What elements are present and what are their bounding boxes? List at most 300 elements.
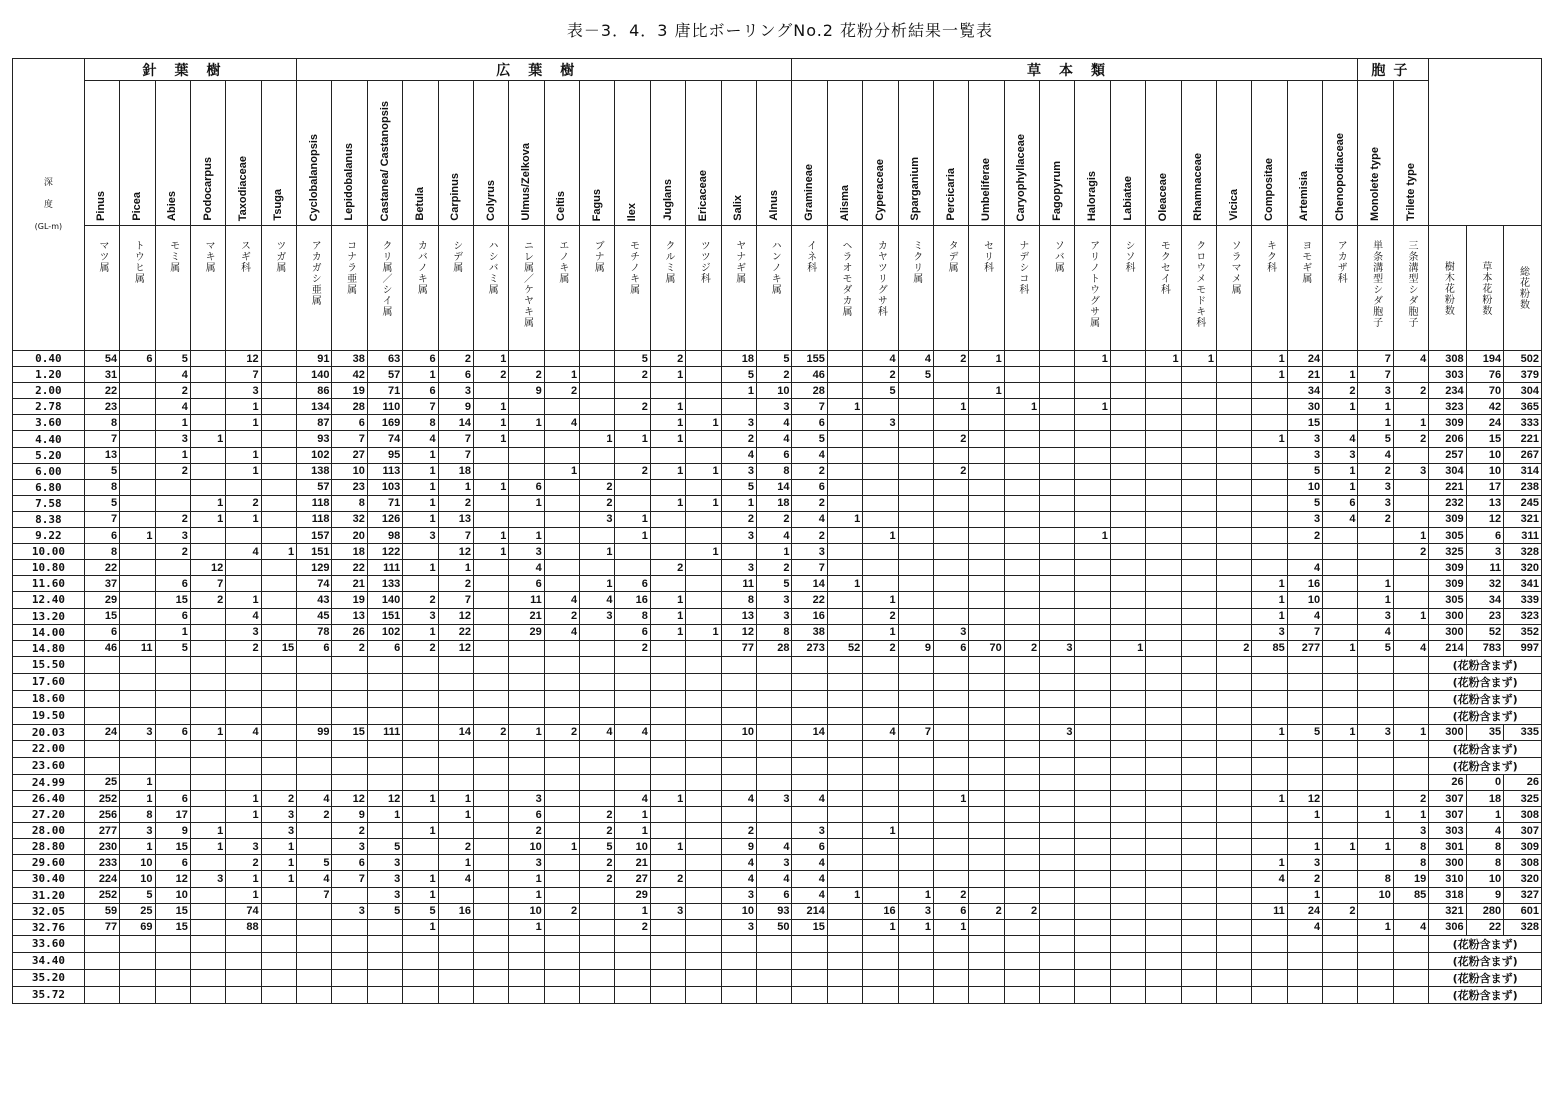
count-cell: 4 bbox=[155, 367, 190, 383]
depth-cell: 33.60 bbox=[13, 935, 85, 952]
total-cell: 10 bbox=[1466, 463, 1503, 479]
count-cell: 5 bbox=[721, 367, 756, 383]
count-cell bbox=[1075, 790, 1110, 806]
total-cell: 8 bbox=[1466, 855, 1503, 871]
count-cell bbox=[650, 673, 685, 690]
count-cell: 1 bbox=[473, 351, 508, 367]
count-cell bbox=[1075, 690, 1110, 707]
total-cell: 304 bbox=[1504, 383, 1542, 399]
count-cell bbox=[473, 986, 508, 1003]
total-cell: 379 bbox=[1504, 367, 1542, 383]
count-cell bbox=[1216, 560, 1251, 576]
count-cell: 6 bbox=[155, 576, 190, 592]
count-cell bbox=[1004, 576, 1039, 592]
count-cell bbox=[686, 823, 721, 839]
table-row bbox=[13, 399, 1542, 415]
count-cell bbox=[898, 774, 933, 790]
count-cell: 2 bbox=[190, 592, 225, 608]
count-cell: 1 bbox=[261, 839, 296, 855]
count-cell: 93 bbox=[756, 903, 791, 919]
count-cell: 1 bbox=[686, 463, 721, 479]
count-cell bbox=[1040, 608, 1075, 624]
count-cell bbox=[1075, 740, 1110, 757]
taxon-jp: シデ属 bbox=[450, 240, 462, 273]
count-cell bbox=[1323, 576, 1358, 592]
count-cell bbox=[969, 986, 1004, 1003]
count-cell bbox=[1216, 774, 1251, 790]
count-cell bbox=[1040, 690, 1075, 707]
count-cell bbox=[863, 656, 898, 673]
count-cell bbox=[969, 399, 1004, 415]
count-cell: 2 bbox=[544, 903, 579, 919]
count-cell: 1 bbox=[509, 919, 544, 935]
count-cell bbox=[261, 367, 296, 383]
count-cell bbox=[1075, 576, 1110, 592]
taxon-jp: ツガ属 bbox=[273, 240, 285, 273]
count-cell bbox=[898, 560, 933, 576]
count-cell bbox=[580, 935, 615, 952]
count-cell bbox=[898, 690, 933, 707]
count-cell bbox=[544, 986, 579, 1003]
count-cell bbox=[367, 986, 402, 1003]
count-cell bbox=[615, 447, 650, 463]
count-cell bbox=[650, 986, 685, 1003]
count-cell: 57 bbox=[367, 367, 402, 383]
count-cell: 15 bbox=[155, 919, 190, 935]
count-cell bbox=[1323, 673, 1358, 690]
count-cell bbox=[1216, 383, 1251, 399]
count-cell: 3 bbox=[509, 544, 544, 560]
taxon-latin: Ilex bbox=[626, 202, 639, 221]
count-cell: 4 bbox=[1358, 624, 1393, 640]
taxon-jp: シソ科 bbox=[1123, 240, 1135, 273]
count-cell bbox=[863, 511, 898, 527]
taxon-latin-header bbox=[261, 81, 296, 226]
count-cell: 2 bbox=[580, 807, 615, 823]
count-cell: 2 bbox=[969, 903, 1004, 919]
count-cell bbox=[863, 399, 898, 415]
count-cell bbox=[863, 774, 898, 790]
count-cell bbox=[686, 592, 721, 608]
count-cell bbox=[1004, 656, 1039, 673]
count-cell bbox=[863, 447, 898, 463]
taxon-jp-header bbox=[792, 226, 827, 351]
count-cell bbox=[155, 656, 190, 673]
count-cell bbox=[898, 383, 933, 399]
count-cell bbox=[403, 986, 438, 1003]
count-cell bbox=[1146, 640, 1181, 656]
count-cell bbox=[261, 447, 296, 463]
table-row bbox=[13, 495, 1542, 511]
count-cell: 4 bbox=[756, 431, 791, 447]
count-cell: 1 bbox=[863, 919, 898, 935]
taxon-latin: Caryophyllaceae bbox=[1015, 133, 1028, 221]
count-cell bbox=[1216, 839, 1251, 855]
count-cell bbox=[1110, 383, 1145, 399]
count-cell: 3 bbox=[226, 383, 261, 399]
count-cell: 3 bbox=[261, 807, 296, 823]
count-cell: 59 bbox=[84, 903, 119, 919]
count-cell bbox=[1287, 986, 1322, 1003]
count-cell bbox=[367, 774, 402, 790]
total-cell: 13 bbox=[1466, 495, 1503, 511]
count-cell bbox=[1181, 903, 1216, 919]
count-cell bbox=[1146, 511, 1181, 527]
count-cell: 1 bbox=[544, 839, 579, 855]
count-cell: 7 bbox=[226, 367, 261, 383]
count-cell bbox=[226, 935, 261, 952]
count-cell: 5 bbox=[120, 887, 155, 903]
table-row bbox=[13, 608, 1542, 624]
total-cell: 333 bbox=[1504, 415, 1542, 431]
total-cell: 335 bbox=[1504, 724, 1542, 740]
count-cell bbox=[686, 608, 721, 624]
count-cell bbox=[898, 935, 933, 952]
taxon-jp: カヤツリグサ科 bbox=[875, 240, 887, 317]
count-cell: 3 bbox=[721, 528, 756, 544]
taxon-latin-header bbox=[580, 81, 615, 226]
count-cell bbox=[898, 986, 933, 1003]
count-cell bbox=[933, 740, 968, 757]
count-cell: 2 bbox=[1323, 383, 1358, 399]
count-cell bbox=[1040, 463, 1075, 479]
count-cell: 9 bbox=[155, 823, 190, 839]
taxon-jp: エノキ属 bbox=[556, 240, 568, 284]
taxon-jp-header bbox=[155, 226, 190, 351]
count-cell: 4 bbox=[403, 431, 438, 447]
depth-header-unit: (GL-m) bbox=[34, 221, 63, 231]
count-cell: 57 bbox=[297, 479, 332, 495]
count-cell: 91 bbox=[297, 351, 332, 367]
count-cell bbox=[544, 871, 579, 887]
count-cell: 15 bbox=[155, 592, 190, 608]
count-cell bbox=[509, 511, 544, 527]
count-cell: 2 bbox=[332, 640, 367, 656]
count-cell bbox=[1075, 887, 1110, 903]
count-cell bbox=[1110, 724, 1145, 740]
count-cell bbox=[1075, 839, 1110, 855]
count-cell bbox=[120, 560, 155, 576]
count-cell bbox=[1181, 399, 1216, 415]
count-cell bbox=[1040, 560, 1075, 576]
count-cell bbox=[1040, 544, 1075, 560]
count-cell bbox=[261, 608, 296, 624]
count-cell bbox=[226, 774, 261, 790]
count-cell: 3 bbox=[1358, 608, 1393, 624]
count-cell bbox=[1181, 415, 1216, 431]
count-cell: 1 bbox=[827, 399, 862, 415]
count-cell bbox=[190, 790, 225, 806]
count-cell bbox=[1393, 576, 1428, 592]
count-cell: 1 bbox=[473, 528, 508, 544]
count-cell: 23 bbox=[332, 479, 367, 495]
count-cell bbox=[297, 919, 332, 935]
count-cell bbox=[827, 608, 862, 624]
count-cell: 1 bbox=[438, 790, 473, 806]
count-cell: 6 bbox=[756, 887, 791, 903]
count-cell: 13 bbox=[721, 608, 756, 624]
count-cell bbox=[332, 656, 367, 673]
depth-cell: 35.20 bbox=[13, 969, 85, 986]
taxon-jp: マツ属 bbox=[96, 240, 108, 273]
count-cell bbox=[190, 399, 225, 415]
count-cell bbox=[863, 560, 898, 576]
count-cell: 6 bbox=[155, 855, 190, 871]
total-cell: 303 bbox=[1429, 367, 1466, 383]
count-cell bbox=[1004, 855, 1039, 871]
count-cell bbox=[1216, 757, 1251, 774]
count-cell bbox=[1252, 986, 1287, 1003]
count-cell bbox=[1110, 986, 1145, 1003]
count-cell bbox=[792, 740, 827, 757]
count-cell bbox=[1040, 855, 1075, 871]
count-cell bbox=[1004, 511, 1039, 527]
count-cell: 10 bbox=[332, 463, 367, 479]
total-cell: 257 bbox=[1429, 447, 1466, 463]
count-cell: 77 bbox=[84, 919, 119, 935]
count-cell: 214 bbox=[792, 903, 827, 919]
count-cell bbox=[261, 887, 296, 903]
count-cell bbox=[1040, 707, 1075, 724]
count-cell: 1 bbox=[933, 919, 968, 935]
count-cell bbox=[1181, 495, 1216, 511]
taxon-latin: Fagus bbox=[590, 188, 603, 221]
depth-cell: 8.38 bbox=[13, 511, 85, 527]
count-cell: 6 bbox=[509, 807, 544, 823]
count-cell bbox=[297, 690, 332, 707]
count-cell bbox=[367, 656, 402, 673]
count-cell bbox=[155, 673, 190, 690]
count-cell: 1 bbox=[403, 919, 438, 935]
count-cell: 25 bbox=[84, 774, 119, 790]
count-cell: 1 bbox=[190, 511, 225, 527]
count-cell bbox=[827, 986, 862, 1003]
count-cell bbox=[827, 807, 862, 823]
taxon-latin-header bbox=[1146, 81, 1181, 226]
count-cell bbox=[261, 624, 296, 640]
count-cell bbox=[1004, 774, 1039, 790]
count-cell: 2 bbox=[863, 367, 898, 383]
count-cell bbox=[473, 740, 508, 757]
count-cell: 50 bbox=[756, 919, 791, 935]
count-cell: 1 bbox=[650, 463, 685, 479]
count-cell bbox=[1216, 415, 1251, 431]
table-row bbox=[13, 740, 1542, 757]
count-cell bbox=[1216, 367, 1251, 383]
count-cell: 5 bbox=[721, 479, 756, 495]
count-cell: 38 bbox=[792, 624, 827, 640]
count-cell bbox=[933, 447, 968, 463]
total-cell: 328 bbox=[1504, 544, 1542, 560]
count-cell bbox=[544, 656, 579, 673]
count-cell bbox=[898, 871, 933, 887]
count-cell: 3 bbox=[898, 903, 933, 919]
count-cell bbox=[969, 624, 1004, 640]
count-cell bbox=[120, 690, 155, 707]
count-cell bbox=[473, 757, 508, 774]
count-cell: 1 bbox=[1358, 839, 1393, 855]
depth-cell: 32.76 bbox=[13, 919, 85, 935]
count-cell bbox=[721, 707, 756, 724]
count-cell bbox=[1146, 952, 1181, 969]
count-cell: 5 bbox=[155, 351, 190, 367]
taxon-latin-header bbox=[155, 81, 190, 226]
count-cell: 17 bbox=[155, 807, 190, 823]
count-cell: 2 bbox=[155, 544, 190, 560]
count-cell bbox=[438, 887, 473, 903]
count-cell: 1 bbox=[1110, 640, 1145, 656]
count-cell bbox=[1181, 807, 1216, 823]
count-cell bbox=[686, 887, 721, 903]
count-cell: 2 bbox=[650, 351, 685, 367]
total-cell: 10 bbox=[1466, 447, 1503, 463]
count-cell bbox=[650, 740, 685, 757]
taxon-latin: Umbeliferae bbox=[980, 158, 993, 221]
count-cell bbox=[933, 871, 968, 887]
count-cell: 1 bbox=[261, 544, 296, 560]
count-cell: 11 bbox=[1252, 903, 1287, 919]
count-cell bbox=[898, 839, 933, 855]
count-cell bbox=[792, 757, 827, 774]
count-cell bbox=[1146, 415, 1181, 431]
count-cell bbox=[1181, 690, 1216, 707]
taxon-jp-header bbox=[84, 226, 119, 351]
depth-cell: 2.78 bbox=[13, 399, 85, 415]
count-cell bbox=[1393, 560, 1428, 576]
count-cell: 1 bbox=[686, 415, 721, 431]
count-cell bbox=[1216, 935, 1251, 952]
count-cell bbox=[1075, 431, 1110, 447]
count-cell bbox=[297, 707, 332, 724]
count-cell bbox=[933, 608, 968, 624]
total-cell: 601 bbox=[1504, 903, 1542, 919]
count-cell: 140 bbox=[367, 592, 402, 608]
count-cell bbox=[1146, 399, 1181, 415]
taxon-latin-header bbox=[969, 81, 1004, 226]
count-cell: 1 bbox=[1287, 887, 1322, 903]
taxon-jp-header bbox=[1040, 226, 1075, 351]
count-cell: 2 bbox=[580, 479, 615, 495]
count-cell: 1 bbox=[403, 871, 438, 887]
depth-cell: 11.60 bbox=[13, 576, 85, 592]
count-cell bbox=[1146, 608, 1181, 624]
count-cell bbox=[756, 935, 791, 952]
count-cell: 4 bbox=[756, 415, 791, 431]
count-cell: 1 bbox=[969, 383, 1004, 399]
count-cell: 1 bbox=[226, 399, 261, 415]
count-cell: 1 bbox=[509, 528, 544, 544]
count-cell bbox=[1252, 383, 1287, 399]
count-cell: 20 bbox=[332, 528, 367, 544]
total-cell: 303 bbox=[1429, 823, 1466, 839]
count-cell bbox=[190, 969, 225, 986]
count-cell bbox=[1110, 511, 1145, 527]
count-cell bbox=[898, 576, 933, 592]
count-cell bbox=[544, 757, 579, 774]
count-cell: 25 bbox=[120, 903, 155, 919]
count-cell: 7 bbox=[297, 887, 332, 903]
count-cell: 4 bbox=[580, 724, 615, 740]
count-cell bbox=[120, 479, 155, 495]
count-cell bbox=[1146, 560, 1181, 576]
total-cell: 267 bbox=[1504, 447, 1542, 463]
taxon-jp-header bbox=[332, 226, 367, 351]
count-cell: 4 bbox=[580, 592, 615, 608]
count-cell bbox=[898, 673, 933, 690]
count-cell: 13 bbox=[438, 511, 473, 527]
taxon-jp: アカガシ亜属 bbox=[309, 240, 321, 306]
count-cell bbox=[650, 479, 685, 495]
count-cell: 4 bbox=[544, 415, 579, 431]
count-cell bbox=[1358, 952, 1393, 969]
count-cell: 2 bbox=[226, 495, 261, 511]
count-cell: 11 bbox=[120, 640, 155, 656]
count-cell: 4 bbox=[721, 855, 756, 871]
count-cell bbox=[367, 919, 402, 935]
count-cell bbox=[1323, 740, 1358, 757]
count-cell bbox=[544, 640, 579, 656]
count-cell bbox=[1323, 707, 1358, 724]
count-cell bbox=[473, 690, 508, 707]
count-cell bbox=[261, 673, 296, 690]
count-cell: 3 bbox=[1393, 823, 1428, 839]
count-cell bbox=[863, 839, 898, 855]
count-cell bbox=[898, 415, 933, 431]
count-cell: 4 bbox=[226, 724, 261, 740]
taxon-latin-header bbox=[1216, 81, 1251, 226]
count-cell: 7 bbox=[84, 511, 119, 527]
count-cell bbox=[1216, 707, 1251, 724]
count-cell bbox=[686, 774, 721, 790]
total-cell: 314 bbox=[1504, 463, 1542, 479]
count-cell bbox=[1040, 656, 1075, 673]
count-cell bbox=[261, 431, 296, 447]
count-cell bbox=[1323, 560, 1358, 576]
count-cell: 3 bbox=[1252, 624, 1287, 640]
count-cell: 138 bbox=[297, 463, 332, 479]
count-cell bbox=[615, 935, 650, 952]
count-cell: 1 bbox=[120, 528, 155, 544]
count-cell: 1 bbox=[403, 887, 438, 903]
taxon-latin-header bbox=[1393, 81, 1428, 226]
count-cell: 1 bbox=[403, 790, 438, 806]
count-cell: 5 bbox=[1287, 724, 1322, 740]
count-cell bbox=[190, 608, 225, 624]
count-cell bbox=[792, 673, 827, 690]
count-cell bbox=[1146, 690, 1181, 707]
count-cell bbox=[650, 724, 685, 740]
taxon-latin-header bbox=[297, 81, 332, 226]
total-cell: 52 bbox=[1466, 624, 1503, 640]
count-cell bbox=[120, 511, 155, 527]
count-cell bbox=[509, 656, 544, 673]
taxon-jp: コナラ亜属 bbox=[344, 240, 356, 295]
group-header bbox=[84, 59, 296, 81]
count-cell: 3 bbox=[367, 871, 402, 887]
count-cell: 8 bbox=[332, 495, 367, 511]
count-cell bbox=[721, 807, 756, 823]
count-cell bbox=[969, 544, 1004, 560]
count-cell bbox=[1393, 367, 1428, 383]
count-cell bbox=[686, 807, 721, 823]
table-row bbox=[13, 986, 1542, 1003]
count-cell bbox=[1393, 673, 1428, 690]
count-cell bbox=[1004, 935, 1039, 952]
count-cell bbox=[1040, 592, 1075, 608]
count-cell: 4 bbox=[615, 724, 650, 740]
count-cell bbox=[898, 740, 933, 757]
count-cell bbox=[1146, 447, 1181, 463]
